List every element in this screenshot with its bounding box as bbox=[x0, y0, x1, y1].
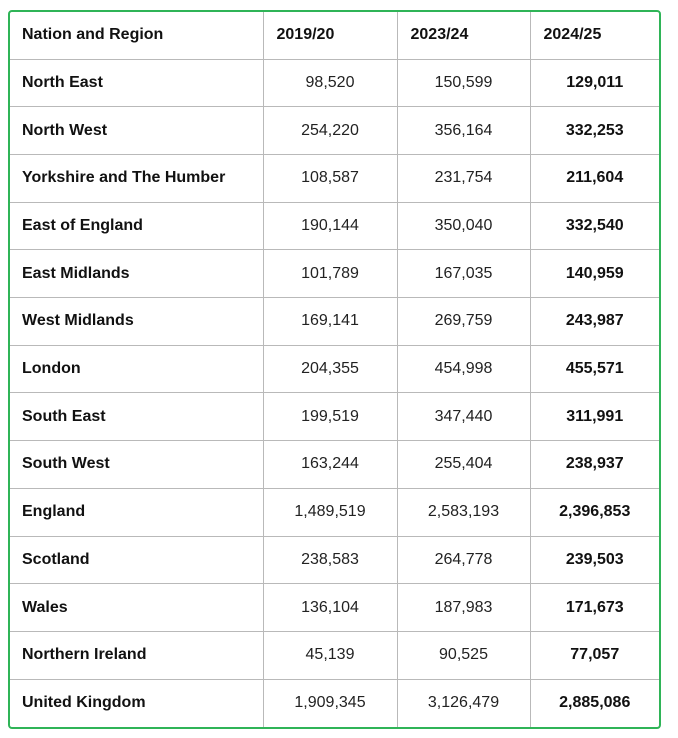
value-cell-2023-24: 150,599 bbox=[397, 59, 530, 107]
column-header-2023-24: 2023/24 bbox=[397, 12, 530, 59]
table-row bbox=[10, 536, 659, 584]
value-cell-2023-24: 2,583,193 bbox=[397, 488, 530, 536]
table-row bbox=[10, 631, 659, 679]
value-cell-2024-25: 238,937 bbox=[530, 441, 659, 489]
value-cell-2019-20: 101,789 bbox=[263, 250, 397, 298]
value-cell-2024-25: 239,503 bbox=[530, 536, 659, 584]
region-cell: United Kingdom bbox=[10, 679, 263, 727]
value-cell-2019-20: 45,139 bbox=[263, 631, 397, 679]
table-row bbox=[10, 488, 659, 536]
column-header-2024-25: 2024/25 bbox=[530, 12, 659, 59]
value-cell-2019-20: 98,520 bbox=[263, 59, 397, 107]
value-cell-2024-25: 2,396,853 bbox=[530, 488, 659, 536]
table-row bbox=[10, 59, 659, 107]
value-cell-2019-20: 190,144 bbox=[263, 202, 397, 250]
region-cell: East Midlands bbox=[10, 250, 263, 298]
region-cell: Scotland bbox=[10, 536, 263, 584]
region-cell: South East bbox=[10, 393, 263, 441]
table-row bbox=[10, 345, 659, 393]
table-row bbox=[10, 107, 659, 155]
value-cell-2019-20: 163,244 bbox=[263, 441, 397, 489]
value-cell-2024-25: 243,987 bbox=[530, 298, 659, 346]
region-cell: Northern Ireland bbox=[10, 631, 263, 679]
value-cell-2023-24: 269,759 bbox=[397, 298, 530, 346]
region-cell: England bbox=[10, 488, 263, 536]
header-row bbox=[10, 12, 659, 59]
region-cell: Wales bbox=[10, 584, 263, 632]
value-cell-2023-24: 187,983 bbox=[397, 584, 530, 632]
value-cell-2024-25: 2,885,086 bbox=[530, 679, 659, 727]
regional-data-table bbox=[10, 12, 659, 727]
value-cell-2024-25: 332,540 bbox=[530, 202, 659, 250]
region-cell: North East bbox=[10, 59, 263, 107]
value-cell-2023-24: 264,778 bbox=[397, 536, 530, 584]
column-header-region: Nation and Region bbox=[10, 12, 263, 59]
region-cell: South West bbox=[10, 441, 263, 489]
value-cell-2023-24: 255,404 bbox=[397, 441, 530, 489]
value-cell-2023-24: 347,440 bbox=[397, 393, 530, 441]
value-cell-2023-24: 356,164 bbox=[397, 107, 530, 155]
value-cell-2023-24: 167,035 bbox=[397, 250, 530, 298]
region-cell: East of England bbox=[10, 202, 263, 250]
table-row bbox=[10, 154, 659, 202]
region-cell: Yorkshire and The Humber bbox=[10, 154, 263, 202]
table-row bbox=[10, 679, 659, 727]
table-row bbox=[10, 298, 659, 346]
value-cell-2019-20: 136,104 bbox=[263, 584, 397, 632]
region-cell: North West bbox=[10, 107, 263, 155]
value-cell-2024-25: 140,959 bbox=[530, 250, 659, 298]
value-cell-2019-20: 238,583 bbox=[263, 536, 397, 584]
table-row bbox=[10, 441, 659, 489]
data-table-container bbox=[8, 10, 661, 729]
value-cell-2019-20: 169,141 bbox=[263, 298, 397, 346]
value-cell-2023-24: 231,754 bbox=[397, 154, 530, 202]
value-cell-2024-25: 455,571 bbox=[530, 345, 659, 393]
region-cell: West Midlands bbox=[10, 298, 263, 346]
value-cell-2019-20: 199,519 bbox=[263, 393, 397, 441]
value-cell-2019-20: 1,909,345 bbox=[263, 679, 397, 727]
value-cell-2019-20: 204,355 bbox=[263, 345, 397, 393]
value-cell-2019-20: 254,220 bbox=[263, 107, 397, 155]
value-cell-2024-25: 211,604 bbox=[530, 154, 659, 202]
value-cell-2024-25: 332,253 bbox=[530, 107, 659, 155]
table-row bbox=[10, 393, 659, 441]
value-cell-2019-20: 108,587 bbox=[263, 154, 397, 202]
value-cell-2024-25: 171,673 bbox=[530, 584, 659, 632]
value-cell-2024-25: 77,057 bbox=[530, 631, 659, 679]
table-row bbox=[10, 584, 659, 632]
region-cell: London bbox=[10, 345, 263, 393]
table-row bbox=[10, 250, 659, 298]
value-cell-2024-25: 311,991 bbox=[530, 393, 659, 441]
value-cell-2024-25: 129,011 bbox=[530, 59, 659, 107]
column-header-2019-20: 2019/20 bbox=[263, 12, 397, 59]
value-cell-2023-24: 3,126,479 bbox=[397, 679, 530, 727]
value-cell-2019-20: 1,489,519 bbox=[263, 488, 397, 536]
value-cell-2023-24: 350,040 bbox=[397, 202, 530, 250]
table-row bbox=[10, 202, 659, 250]
value-cell-2023-24: 454,998 bbox=[397, 345, 530, 393]
value-cell-2023-24: 90,525 bbox=[397, 631, 530, 679]
